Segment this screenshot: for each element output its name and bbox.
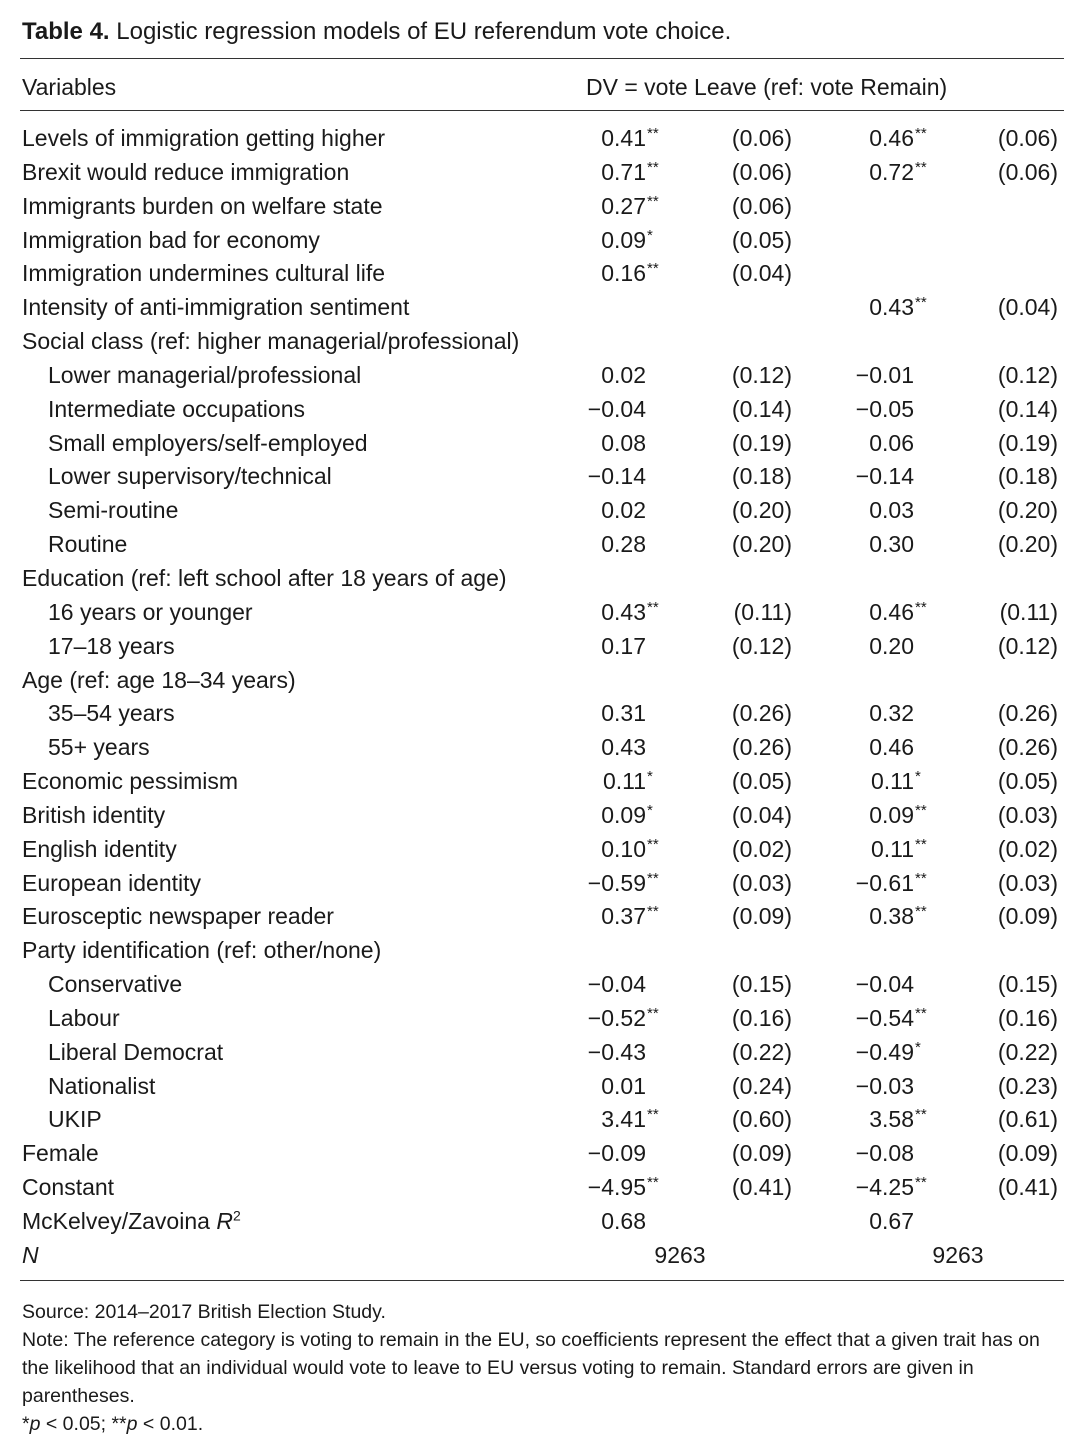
coef-model-1: 0.43 bbox=[601, 598, 646, 625]
se-model-2: (0.61) bbox=[997, 1106, 1058, 1133]
row-label: Economic pessimism bbox=[22, 768, 238, 795]
sig-model-2: ** bbox=[915, 801, 927, 819]
se-model-1: (0.26) bbox=[731, 734, 792, 761]
header-dv: DV = vote Leave (ref: vote Remain) bbox=[586, 74, 948, 100]
coef-model-2: −0.61 bbox=[855, 869, 914, 896]
coef-model-1: 0.01 bbox=[601, 1072, 646, 1099]
coef-model-1: 0.16 bbox=[601, 260, 646, 287]
table-number: Table 4. bbox=[22, 18, 110, 45]
sig-model-2: ** bbox=[915, 903, 927, 921]
explanatory-note: Note: The reference category is voting to remain in the EU, so coefficients represent the effect that a given trait has on the likelihood that an individual would vote to leave to EU versus voting to remain. Standard errors are given in parentheses. bbox=[22, 1329, 1040, 1407]
coef-model-1: 0.31 bbox=[601, 700, 646, 727]
n-model-1: 9263 bbox=[654, 1241, 706, 1268]
sig-model-1: * bbox=[647, 768, 653, 786]
table-row bbox=[0, 968, 1084, 1002]
table-row bbox=[0, 900, 1084, 934]
coef-model-2: −0.04 bbox=[855, 971, 914, 998]
table-row bbox=[0, 1070, 1084, 1104]
table-row bbox=[0, 325, 1084, 359]
se-model-2: (0.19) bbox=[997, 429, 1058, 456]
se-model-2: (0.04) bbox=[997, 294, 1058, 321]
row-label: Lower supervisory/technical bbox=[48, 463, 332, 490]
sig-model-1: ** bbox=[647, 1106, 659, 1124]
coef-model-1: 0.02 bbox=[601, 497, 646, 524]
sig-model-2: ** bbox=[915, 125, 927, 142]
se-model-1: (0.05) bbox=[731, 768, 792, 795]
table-row bbox=[0, 934, 1084, 968]
se-model-1: (0.12) bbox=[731, 361, 792, 388]
coef-model-1: −0.59 bbox=[587, 869, 646, 896]
table-row bbox=[0, 596, 1084, 630]
coef-model-2: −0.54 bbox=[855, 1004, 914, 1031]
sig-p-1: p bbox=[29, 1413, 41, 1435]
se-model-2: (0.26) bbox=[997, 734, 1058, 761]
row-label: Conservative bbox=[48, 971, 183, 998]
coef-model-1: −0.52 bbox=[587, 1004, 646, 1031]
coef-model-2: 0.32 bbox=[869, 700, 914, 727]
coef-model-1: −0.04 bbox=[587, 971, 646, 998]
row-label: Liberal Democrat bbox=[48, 1038, 224, 1065]
sig-model-1: ** bbox=[647, 1174, 659, 1192]
coef-model-1: −0.09 bbox=[587, 1140, 646, 1167]
sig-model-1: ** bbox=[647, 1004, 659, 1022]
n-model-2: 9263 bbox=[932, 1241, 984, 1268]
r2-model-2: 0.67 bbox=[869, 1208, 914, 1234]
sig-p-2: p bbox=[126, 1413, 138, 1435]
coef-model-2: 0.38 bbox=[869, 903, 914, 930]
coef-model-2: 0.11 bbox=[870, 768, 914, 795]
sig-model-2: ** bbox=[915, 158, 927, 176]
table-row bbox=[0, 1103, 1084, 1137]
table-row bbox=[0, 1002, 1084, 1036]
row-label: Labour bbox=[48, 1004, 120, 1031]
row-label: Party identification (ref: other/none) bbox=[22, 937, 382, 964]
table-row bbox=[0, 494, 1084, 528]
table-notes bbox=[22, 1298, 1062, 1438]
row-label: Constant bbox=[22, 1174, 115, 1201]
sig-model-2: ** bbox=[915, 598, 927, 616]
bottom-rule bbox=[20, 1280, 1064, 1281]
row-label: Small employers/self-employed bbox=[48, 429, 368, 456]
sig-model-2: ** bbox=[915, 1106, 927, 1124]
row-label: Immigrants burden on welfare state bbox=[22, 192, 383, 219]
sig-star-1: * bbox=[22, 1413, 30, 1435]
table-row bbox=[0, 562, 1084, 596]
row-label: Brexit would reduce immigration bbox=[22, 158, 350, 185]
se-model-1: (0.06) bbox=[731, 192, 792, 219]
row-label: Intensity of anti-immigration sentiment bbox=[22, 294, 410, 321]
coef-model-2: 0.09 bbox=[869, 801, 914, 828]
se-model-1: (0.04) bbox=[731, 801, 792, 828]
sig-model-2: ** bbox=[915, 869, 927, 887]
se-model-2: (0.11) bbox=[999, 598, 1058, 625]
coef-model-2: 3.58 bbox=[869, 1106, 914, 1133]
coef-model-2: 0.03 bbox=[869, 497, 914, 524]
coef-model-2: −0.03 bbox=[855, 1072, 914, 1099]
header-variables: Variables bbox=[22, 74, 117, 100]
se-model-1: (0.06) bbox=[731, 125, 792, 151]
row-label: 35–54 years bbox=[48, 700, 175, 727]
sig-model-1: * bbox=[647, 801, 653, 819]
table-row bbox=[0, 257, 1084, 291]
coef-model-1: 0.11 bbox=[602, 768, 646, 795]
coef-model-1: 0.02 bbox=[601, 361, 646, 388]
coef-model-2: −0.05 bbox=[855, 395, 914, 422]
coef-model-1: 0.10 bbox=[601, 835, 646, 862]
table-row bbox=[0, 697, 1084, 731]
se-model-1: (0.20) bbox=[731, 497, 792, 524]
row-label: Social class (ref: higher managerial/professional) bbox=[22, 328, 520, 355]
sig-model-1: ** bbox=[647, 158, 659, 176]
se-model-2: (0.20) bbox=[997, 531, 1058, 558]
se-model-1: (0.15) bbox=[731, 971, 792, 998]
se-model-1: (0.12) bbox=[731, 632, 792, 659]
sig-value-2: < 0.01. bbox=[137, 1413, 204, 1435]
table-title: Logistic regression models of EU referendum vote choice. bbox=[116, 18, 732, 45]
row-label: Eurosceptic newspaper reader bbox=[22, 903, 334, 930]
coef-model-2: −0.01 bbox=[855, 361, 914, 388]
se-model-2: (0.20) bbox=[997, 497, 1058, 524]
coef-model-2: 0.06 bbox=[869, 429, 914, 456]
row-label: Routine bbox=[48, 531, 128, 558]
se-model-1: (0.26) bbox=[731, 700, 792, 727]
se-model-2: (0.12) bbox=[997, 361, 1058, 388]
se-model-1: (0.04) bbox=[731, 260, 792, 287]
se-model-2: (0.09) bbox=[997, 1140, 1058, 1167]
r2-row bbox=[0, 1205, 1084, 1239]
se-model-2: (0.12) bbox=[997, 632, 1058, 659]
se-model-1: (0.11) bbox=[733, 598, 792, 625]
coef-model-2: 0.46 bbox=[869, 734, 914, 761]
r2-label bbox=[22, 1205, 241, 1239]
table-row bbox=[0, 867, 1084, 901]
table-row bbox=[0, 630, 1084, 664]
row-label: Nationalist bbox=[48, 1072, 156, 1099]
coef-model-2: 0.72 bbox=[869, 158, 914, 185]
significance-note bbox=[22, 1410, 1062, 1438]
se-model-2: (0.18) bbox=[997, 463, 1058, 490]
coef-model-1: 0.09 bbox=[601, 801, 646, 828]
se-model-1: (0.06) bbox=[731, 158, 792, 185]
se-model-2: (0.23) bbox=[997, 1072, 1058, 1099]
sig-model-1: ** bbox=[647, 260, 659, 278]
table-row bbox=[0, 291, 1084, 325]
sig-model-2: ** bbox=[915, 1004, 927, 1022]
sig-model-1: ** bbox=[647, 598, 659, 616]
coef-model-2: 0.46 bbox=[869, 598, 914, 625]
n-label: N bbox=[22, 1241, 39, 1268]
row-label: Lower managerial/professional bbox=[48, 361, 362, 388]
coef-model-2: −0.14 bbox=[855, 463, 914, 490]
sig-model-1: ** bbox=[647, 192, 659, 210]
sig-model-2: * bbox=[915, 768, 921, 786]
coef-model-1: 3.41 bbox=[601, 1106, 646, 1133]
table-row bbox=[0, 156, 1084, 190]
row-label: Levels of immigration getting higher bbox=[22, 125, 386, 151]
row-label: 16 years or younger bbox=[48, 598, 253, 625]
coef-model-1: −0.04 bbox=[587, 395, 646, 422]
se-model-2: (0.03) bbox=[997, 869, 1058, 896]
coef-model-2: −0.49 bbox=[855, 1038, 914, 1065]
se-model-1: (0.09) bbox=[731, 903, 792, 930]
coef-model-2: 0.46 bbox=[869, 125, 914, 151]
coef-model-1: 0.09 bbox=[601, 226, 646, 253]
coef-model-2: −0.08 bbox=[855, 1140, 914, 1167]
se-model-1: (0.14) bbox=[731, 395, 792, 422]
se-model-1: (0.20) bbox=[731, 531, 792, 558]
table-row bbox=[0, 1036, 1084, 1070]
se-model-2: (0.09) bbox=[997, 903, 1058, 930]
sig-star-2: ** bbox=[111, 1413, 127, 1435]
sig-model-2: ** bbox=[915, 1174, 927, 1192]
se-model-1: (0.19) bbox=[731, 429, 792, 456]
se-model-1: (0.22) bbox=[731, 1038, 792, 1065]
coef-model-1: 0.41 bbox=[601, 125, 646, 151]
r2-model-1: 0.68 bbox=[601, 1208, 646, 1234]
r2-label-text: McKelvey/Zavoina R bbox=[22, 1208, 233, 1234]
se-model-2: (0.14) bbox=[997, 395, 1058, 422]
se-model-1: (0.41) bbox=[731, 1174, 792, 1201]
table-row bbox=[0, 427, 1084, 461]
row-label: European identity bbox=[22, 869, 202, 896]
coef-model-1: 0.28 bbox=[601, 531, 646, 558]
se-model-1: (0.09) bbox=[731, 1140, 792, 1167]
table-row bbox=[0, 664, 1084, 698]
row-label: Age (ref: age 18–34 years) bbox=[22, 666, 296, 693]
se-model-2: (0.26) bbox=[997, 700, 1058, 727]
sig-model-1: ** bbox=[647, 869, 659, 887]
row-label: English identity bbox=[22, 835, 177, 862]
table-caption bbox=[22, 16, 731, 48]
coef-model-1: 0.43 bbox=[601, 734, 646, 761]
row-label: 17–18 years bbox=[48, 632, 175, 659]
coef-model-2: 0.20 bbox=[869, 632, 914, 659]
se-model-2: (0.02) bbox=[997, 835, 1058, 862]
r2-italic-r: R bbox=[216, 1208, 233, 1234]
se-model-2: (0.41) bbox=[997, 1174, 1058, 1201]
coef-model-1: −4.95 bbox=[587, 1174, 646, 1201]
row-label: Female bbox=[22, 1140, 99, 1167]
coef-model-1: −0.43 bbox=[587, 1038, 646, 1065]
top-rule bbox=[20, 58, 1064, 59]
row-label: UKIP bbox=[48, 1106, 102, 1133]
row-label: Intermediate occupations bbox=[48, 395, 305, 422]
coef-model-2: 0.11 bbox=[870, 835, 914, 862]
sig-model-1: * bbox=[647, 226, 653, 244]
source-note: Source: 2014–2017 British Election Study. bbox=[22, 1301, 386, 1323]
sig-model-1: ** bbox=[647, 835, 659, 853]
r2-superscript: 2 bbox=[232, 1207, 241, 1224]
sig-model-2: * bbox=[915, 1038, 921, 1056]
row-label: Immigration undermines cultural life bbox=[22, 260, 386, 287]
sig-model-1: ** bbox=[647, 125, 659, 142]
coef-model-1: −0.14 bbox=[587, 463, 646, 490]
se-model-2: (0.05) bbox=[997, 768, 1058, 795]
table-row bbox=[0, 460, 1084, 494]
table-body bbox=[0, 122, 1084, 1273]
sig-model-2: ** bbox=[915, 294, 927, 312]
sig-value-1: < 0.05; bbox=[40, 1413, 112, 1435]
se-model-1: (0.24) bbox=[731, 1072, 792, 1099]
table-row bbox=[0, 731, 1084, 765]
n-row bbox=[0, 1239, 1084, 1273]
coef-model-1: 0.71 bbox=[601, 158, 646, 185]
table-row bbox=[0, 833, 1084, 867]
se-model-1: (0.16) bbox=[731, 1004, 792, 1031]
table-row bbox=[0, 799, 1084, 833]
se-model-1: (0.60) bbox=[731, 1106, 792, 1133]
se-model-1: (0.18) bbox=[731, 463, 792, 490]
se-model-2: (0.15) bbox=[997, 971, 1058, 998]
table-row bbox=[0, 765, 1084, 799]
se-model-1: (0.02) bbox=[731, 835, 792, 862]
coef-model-1: 0.17 bbox=[601, 632, 646, 659]
row-label: British identity bbox=[22, 801, 166, 828]
se-model-2: (0.16) bbox=[997, 1004, 1058, 1031]
se-model-2: (0.03) bbox=[997, 801, 1058, 828]
header-rule bbox=[20, 110, 1064, 111]
table-row bbox=[0, 1171, 1084, 1205]
coef-model-1: 0.37 bbox=[601, 903, 646, 930]
table-row bbox=[0, 528, 1084, 562]
row-label: Education (ref: left school after 18 years of age) bbox=[22, 564, 507, 591]
coef-model-1: 0.08 bbox=[601, 429, 646, 456]
se-model-1: (0.05) bbox=[731, 226, 792, 253]
se-model-1: (0.03) bbox=[731, 869, 792, 896]
se-model-2: (0.06) bbox=[997, 158, 1058, 185]
se-model-2: (0.06) bbox=[997, 125, 1058, 151]
coef-model-2: −4.25 bbox=[855, 1174, 914, 1201]
coef-model-1: 0.27 bbox=[601, 192, 646, 219]
table-row bbox=[0, 122, 1084, 156]
coef-model-2: 0.43 bbox=[869, 294, 914, 321]
sig-model-1: ** bbox=[647, 903, 659, 921]
se-model-2: (0.22) bbox=[997, 1038, 1058, 1065]
table-row bbox=[0, 1137, 1084, 1171]
row-label: Immigration bad for economy bbox=[22, 226, 320, 253]
sig-model-2: ** bbox=[915, 835, 927, 853]
table-row bbox=[0, 393, 1084, 427]
row-label: Semi-routine bbox=[48, 497, 179, 524]
table-row bbox=[0, 359, 1084, 393]
table-row bbox=[0, 190, 1084, 224]
row-label: 55+ years bbox=[48, 734, 150, 761]
coef-model-2: 0.30 bbox=[869, 531, 914, 558]
table-row bbox=[0, 224, 1084, 258]
